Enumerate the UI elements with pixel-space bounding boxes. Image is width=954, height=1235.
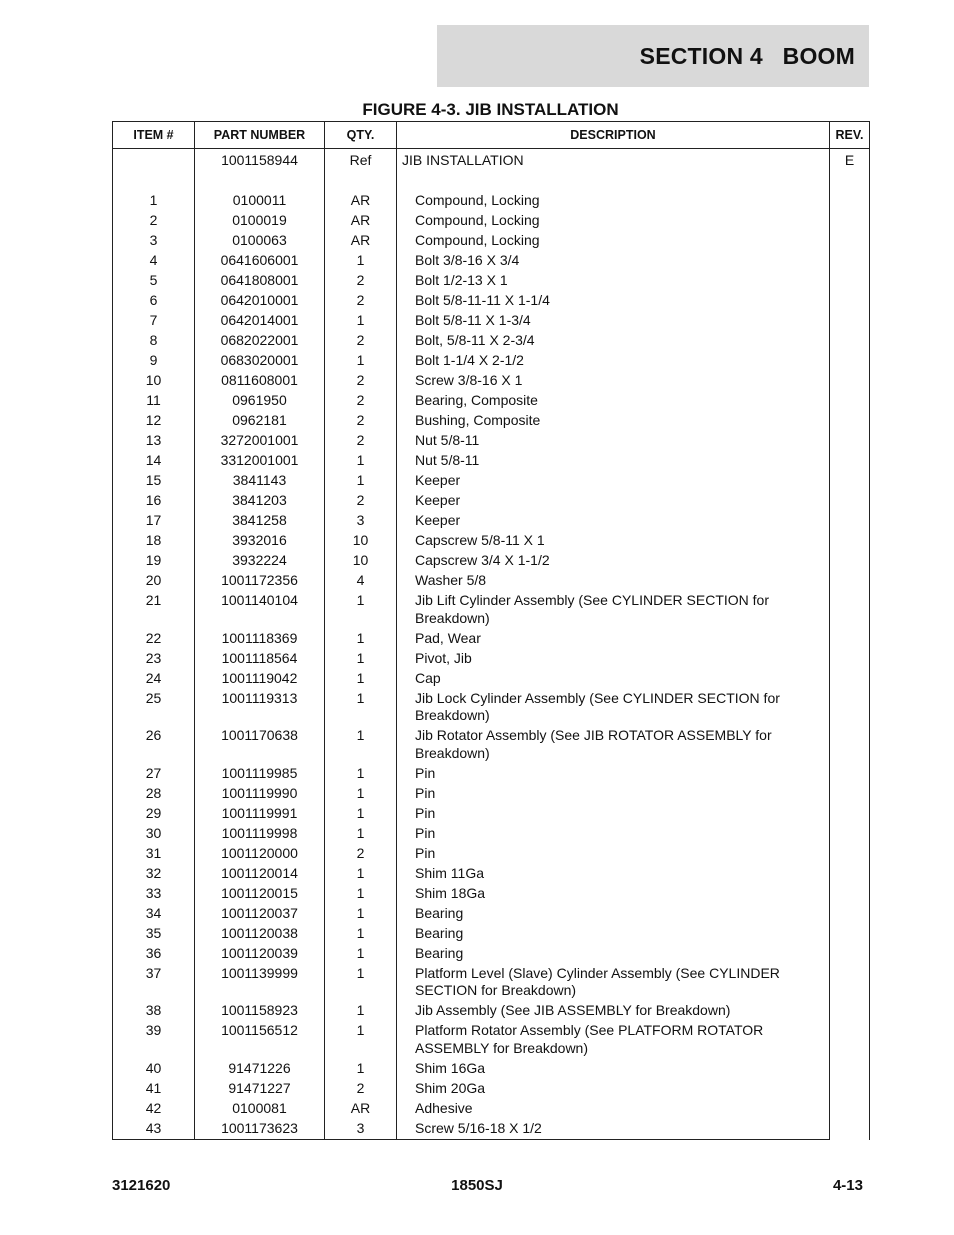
assembly-rev: E [830, 149, 870, 171]
description-cell: Pivot, Jib [397, 648, 830, 668]
item-number-cell: 26 [113, 726, 195, 764]
quantity-cell: 1 [325, 763, 397, 783]
rev-cell [830, 331, 870, 351]
quantity-cell: 10 [325, 531, 397, 551]
quantity-cell: 1 [325, 451, 397, 471]
part-number-cell: 1001120000 [195, 843, 325, 863]
parts-table [112, 121, 870, 1140]
description-cell: Screw 5/16-18 X 1/2 [397, 1118, 830, 1140]
table-row [113, 803, 870, 823]
rev-cell [830, 668, 870, 688]
footer-page-number: 4-13 [832, 1177, 863, 1194]
rev-cell [830, 1098, 870, 1118]
table-row [113, 903, 870, 923]
description-cell: Compound, Locking [397, 191, 830, 211]
quantity-cell: 3 [325, 511, 397, 531]
rev-cell [830, 311, 870, 331]
item-number-cell: 33 [113, 883, 195, 903]
table-row [113, 551, 870, 571]
part-number-cell: 1001119042 [195, 668, 325, 688]
item-number-cell: 40 [113, 1058, 195, 1078]
part-number-cell: 1001120014 [195, 863, 325, 883]
rev-cell [830, 1078, 870, 1098]
part-number-cell: 1001158923 [195, 1001, 325, 1021]
rev-cell [830, 883, 870, 903]
item-number-cell: 19 [113, 551, 195, 571]
item-number-cell: 7 [113, 311, 195, 331]
table-row [113, 271, 870, 291]
item-number-cell: 31 [113, 843, 195, 863]
table-row [113, 863, 870, 883]
rev-cell [830, 903, 870, 923]
rev-cell [830, 763, 870, 783]
description-cell: Keeper [397, 511, 830, 531]
quantity-cell: 1 [325, 351, 397, 371]
item-number-cell: 14 [113, 451, 195, 471]
table-row [113, 411, 870, 431]
description-cell: Jib Assembly (See JIB ASSEMBLY for Breakdown) [397, 1001, 830, 1021]
table-row [113, 923, 870, 943]
rev-cell [830, 451, 870, 471]
column-header-description: DESCRIPTION [397, 122, 830, 149]
rev-cell [830, 628, 870, 648]
description-cell: Washer 5/8 [397, 571, 830, 591]
quantity-cell: 1 [325, 591, 397, 629]
table-row [113, 883, 870, 903]
part-number-cell: 1001119990 [195, 783, 325, 803]
quantity-cell: 1 [325, 311, 397, 331]
rev-cell [830, 863, 870, 883]
table-row [113, 726, 870, 764]
rev-cell [830, 371, 870, 391]
description-cell: Pin [397, 763, 830, 783]
quantity-cell: 1 [325, 1058, 397, 1078]
part-number-cell: 91471227 [195, 1078, 325, 1098]
rev-cell [830, 251, 870, 271]
footer-model: 1850SJ [451, 1177, 503, 1194]
rev-cell [830, 191, 870, 211]
description-cell: Bolt 1-1/4 X 2-1/2 [397, 351, 830, 371]
rev-cell [830, 591, 870, 629]
quantity-cell: 2 [325, 491, 397, 511]
table-row [113, 511, 870, 531]
quantity-cell: 2 [325, 431, 397, 451]
quantity-cell: 10 [325, 551, 397, 571]
item-number-cell: 42 [113, 1098, 195, 1118]
quantity-cell: AR [325, 211, 397, 231]
quantity-cell: 1 [325, 883, 397, 903]
table-row [113, 211, 870, 231]
rev-cell [830, 571, 870, 591]
rev-cell [830, 1021, 870, 1059]
assembly-description: JIB INSTALLATION [397, 149, 830, 171]
rev-cell [830, 783, 870, 803]
part-number-cell: 1001119998 [195, 823, 325, 843]
quantity-cell: 4 [325, 571, 397, 591]
column-header-item: ITEM # [113, 122, 195, 149]
rev-cell [830, 511, 870, 531]
part-number-cell: 91471226 [195, 1058, 325, 1078]
part-number-cell: 0642010001 [195, 291, 325, 311]
description-cell: Adhesive [397, 1098, 830, 1118]
description-cell: Pin [397, 823, 830, 843]
rev-cell [830, 231, 870, 251]
item-number-cell: 34 [113, 903, 195, 923]
table-row [113, 491, 870, 511]
part-number-cell: 3932016 [195, 531, 325, 551]
table-row [113, 331, 870, 351]
item-number-cell: 21 [113, 591, 195, 629]
table-row [113, 963, 870, 1001]
part-number-cell: 1001120038 [195, 923, 325, 943]
quantity-cell: 1 [325, 1001, 397, 1021]
quantity-cell: 1 [325, 963, 397, 1001]
description-cell: Pin [397, 843, 830, 863]
rev-cell [830, 211, 870, 231]
part-number-cell: 3841258 [195, 511, 325, 531]
part-number-cell: 3272001001 [195, 431, 325, 451]
description-cell: Compound, Locking [397, 231, 830, 251]
quantity-cell: 2 [325, 271, 397, 291]
description-cell: Bearing, Composite [397, 391, 830, 411]
quantity-cell: 1 [325, 648, 397, 668]
quantity-cell: AR [325, 231, 397, 251]
description-cell: Pin [397, 783, 830, 803]
rev-cell [830, 688, 870, 726]
rev-cell [830, 271, 870, 291]
part-number-cell: 1001172356 [195, 571, 325, 591]
item-number-cell: 25 [113, 688, 195, 726]
part-number-cell: 3932224 [195, 551, 325, 571]
quantity-cell: 1 [325, 863, 397, 883]
quantity-cell: 2 [325, 291, 397, 311]
description-cell: Keeper [397, 471, 830, 491]
rev-cell [830, 726, 870, 764]
table-row [113, 471, 870, 491]
part-number-cell: 1001119991 [195, 803, 325, 823]
rev-cell [830, 823, 870, 843]
part-number-cell: 3841143 [195, 471, 325, 491]
description-cell: Pad, Wear [397, 628, 830, 648]
part-number-cell: 0100063 [195, 231, 325, 251]
item-number-cell: 18 [113, 531, 195, 551]
table-row [113, 1058, 870, 1078]
rev-cell [830, 551, 870, 571]
item-number-cell: 30 [113, 823, 195, 843]
section-header [437, 25, 869, 87]
table-row [113, 1098, 870, 1118]
description-cell: Platform Rotator Assembly (See PLATFORM ROTATOR ASSEMBLY for Breakdown) [397, 1021, 830, 1059]
table-row [113, 391, 870, 411]
part-number-cell: 1001119313 [195, 688, 325, 726]
rev-cell [830, 963, 870, 1001]
item-number-cell: 32 [113, 863, 195, 883]
rev-cell [830, 648, 870, 668]
description-cell: Pin [397, 803, 830, 823]
part-number-cell: 0682022001 [195, 331, 325, 351]
rev-cell [830, 411, 870, 431]
rev-cell [830, 431, 870, 451]
table-row [113, 431, 870, 451]
table-row [113, 1078, 870, 1098]
table-row [113, 763, 870, 783]
description-cell: Bolt 3/8-16 X 3/4 [397, 251, 830, 271]
quantity-cell: AR [325, 1098, 397, 1118]
part-number-cell: 1001173623 [195, 1118, 325, 1140]
part-number-cell: 0100081 [195, 1098, 325, 1118]
quantity-cell: 1 [325, 471, 397, 491]
table-row [113, 451, 870, 471]
table-row [113, 251, 870, 271]
description-cell: Compound, Locking [397, 211, 830, 231]
item-number-cell: 12 [113, 411, 195, 431]
item-number-cell: 23 [113, 648, 195, 668]
item-number-cell: 13 [113, 431, 195, 451]
part-number-cell: 1001120037 [195, 903, 325, 923]
item-number-cell: 35 [113, 923, 195, 943]
description-cell: Platform Level (Slave) Cylinder Assembly (See CYLINDER SECTION for Breakdown) [397, 963, 830, 1001]
part-number-cell: 1001170638 [195, 726, 325, 764]
description-cell: Nut 5/8-11 [397, 451, 830, 471]
quantity-cell: 2 [325, 411, 397, 431]
column-header-rev: REV. [830, 122, 870, 149]
quantity-cell: 1 [325, 251, 397, 271]
column-header-qty: QTY. [325, 122, 397, 149]
quantity-cell: 1 [325, 628, 397, 648]
description-cell: Shim 16Ga [397, 1058, 830, 1078]
assembly-part-number: 1001158944 [195, 149, 325, 171]
table-row [113, 311, 870, 331]
part-number-cell: 3312001001 [195, 451, 325, 471]
description-cell: Bearing [397, 903, 830, 923]
rev-cell [830, 291, 870, 311]
quantity-cell: AR [325, 191, 397, 211]
description-cell: Capscrew 5/8-11 X 1 [397, 531, 830, 551]
quantity-cell: 1 [325, 668, 397, 688]
item-number-cell: 41 [113, 1078, 195, 1098]
rev-cell [830, 803, 870, 823]
rev-cell [830, 1118, 870, 1140]
description-cell: Shim 20Ga [397, 1078, 830, 1098]
quantity-cell: 2 [325, 1078, 397, 1098]
assembly-row [113, 149, 870, 171]
quantity-cell: 2 [325, 843, 397, 863]
description-cell: Bearing [397, 923, 830, 943]
quantity-cell: 1 [325, 726, 397, 764]
part-number-cell: 1001120039 [195, 943, 325, 963]
part-number-cell: 0811608001 [195, 371, 325, 391]
description-cell: Bearing [397, 943, 830, 963]
part-number-cell: 1001156512 [195, 1021, 325, 1059]
item-number-cell: 5 [113, 271, 195, 291]
column-header-part-number: PART NUMBER [195, 122, 325, 149]
item-number-cell: 27 [113, 763, 195, 783]
table-row [113, 191, 870, 211]
description-cell: Shim 18Ga [397, 883, 830, 903]
description-cell: Nut 5/8-11 [397, 431, 830, 451]
item-number-cell: 36 [113, 943, 195, 963]
item-number-cell: 6 [113, 291, 195, 311]
section-title: SECTION 4 BOOM [639, 42, 855, 69]
quantity-cell: 1 [325, 783, 397, 803]
rev-cell [830, 351, 870, 371]
description-cell: Bushing, Composite [397, 411, 830, 431]
description-cell: Jib Lock Cylinder Assembly (See CYLINDER SECTION for Breakdown) [397, 688, 830, 726]
item-number-cell: 29 [113, 803, 195, 823]
description-cell: Shim 11Ga [397, 863, 830, 883]
part-number-cell: 3841203 [195, 491, 325, 511]
part-number-cell: 1001120015 [195, 883, 325, 903]
description-cell: Jib Rotator Assembly (See JIB ROTATOR ASSEMBLY for Breakdown) [397, 726, 830, 764]
table-row [113, 783, 870, 803]
footer-doc-number: 3121620 [112, 1177, 171, 1194]
table-row [113, 591, 870, 629]
table-row [113, 648, 870, 668]
description-cell: Capscrew 3/4 X 1-1/2 [397, 551, 830, 571]
assembly-item-cell [113, 149, 195, 171]
table-row [113, 351, 870, 371]
item-number-cell: 16 [113, 491, 195, 511]
item-number-cell: 43 [113, 1118, 195, 1140]
rev-cell [830, 531, 870, 551]
rev-cell [830, 943, 870, 963]
table-row [113, 823, 870, 843]
rev-cell [830, 1058, 870, 1078]
table-row [113, 1001, 870, 1021]
rev-cell [830, 1001, 870, 1021]
description-cell: Bolt 5/8-11-11 X 1-1/4 [397, 291, 830, 311]
rev-cell [830, 923, 870, 943]
table-row [113, 531, 870, 551]
part-number-cell: 1001118564 [195, 648, 325, 668]
item-number-cell: 4 [113, 251, 195, 271]
part-number-cell: 1001118369 [195, 628, 325, 648]
item-number-cell: 2 [113, 211, 195, 231]
item-number-cell: 9 [113, 351, 195, 371]
item-number-cell: 3 [113, 231, 195, 251]
item-number-cell: 11 [113, 391, 195, 411]
item-number-cell: 37 [113, 963, 195, 1001]
table-row [113, 231, 870, 251]
quantity-cell: 2 [325, 331, 397, 351]
quantity-cell: 3 [325, 1118, 397, 1140]
rev-cell [830, 391, 870, 411]
table-header-row [113, 122, 870, 149]
table-row [113, 628, 870, 648]
item-number-cell: 8 [113, 331, 195, 351]
item-number-cell: 20 [113, 571, 195, 591]
item-number-cell: 24 [113, 668, 195, 688]
table-row [113, 571, 870, 591]
part-number-cell: 0100011 [195, 191, 325, 211]
item-number-cell: 15 [113, 471, 195, 491]
table-row [113, 668, 870, 688]
part-number-cell: 0642014001 [195, 311, 325, 331]
item-number-cell: 38 [113, 1001, 195, 1021]
spacer-row [113, 171, 870, 191]
table-row [113, 1021, 870, 1059]
item-number-cell: 28 [113, 783, 195, 803]
quantity-cell: 1 [325, 943, 397, 963]
part-number-cell: 1001139999 [195, 963, 325, 1001]
part-number-cell: 1001119985 [195, 763, 325, 783]
quantity-cell: 2 [325, 391, 397, 411]
quantity-cell: 1 [325, 1021, 397, 1059]
description-cell: Screw 3/8-16 X 1 [397, 371, 830, 391]
table-row [113, 843, 870, 863]
part-number-cell: 0100019 [195, 211, 325, 231]
item-number-cell: 22 [113, 628, 195, 648]
part-number-cell: 0961950 [195, 391, 325, 411]
description-cell: Bolt 5/8-11 X 1-3/4 [397, 311, 830, 331]
description-cell: Bolt 1/2-13 X 1 [397, 271, 830, 291]
item-number-cell: 39 [113, 1021, 195, 1059]
description-cell: Keeper [397, 491, 830, 511]
figure-title: FIGURE 4-3. JIB INSTALLATION [362, 100, 619, 119]
assembly-qty: Ref [325, 149, 397, 171]
quantity-cell: 2 [325, 371, 397, 391]
description-cell: Bolt, 5/8-11 X 2-3/4 [397, 331, 830, 351]
description-cell: Jib Lift Cylinder Assembly (See CYLINDER SECTION for Breakdown) [397, 591, 830, 629]
table-row [113, 371, 870, 391]
table-row [113, 943, 870, 963]
table-row [113, 688, 870, 726]
item-number-cell: 1 [113, 191, 195, 211]
table-row [113, 291, 870, 311]
quantity-cell: 1 [325, 923, 397, 943]
item-number-cell: 10 [113, 371, 195, 391]
part-number-cell: 0641808001 [195, 271, 325, 291]
part-number-cell: 1001140104 [195, 591, 325, 629]
quantity-cell: 1 [325, 803, 397, 823]
rev-cell [830, 471, 870, 491]
quantity-cell: 1 [325, 903, 397, 923]
quantity-cell: 1 [325, 823, 397, 843]
rev-cell [830, 491, 870, 511]
part-number-cell: 0962181 [195, 411, 325, 431]
description-cell: Cap [397, 668, 830, 688]
part-number-cell: 0683020001 [195, 351, 325, 371]
quantity-cell: 1 [325, 688, 397, 726]
item-number-cell: 17 [113, 511, 195, 531]
rev-cell [830, 843, 870, 863]
table-row [113, 1118, 870, 1140]
part-number-cell: 0641606001 [195, 251, 325, 271]
